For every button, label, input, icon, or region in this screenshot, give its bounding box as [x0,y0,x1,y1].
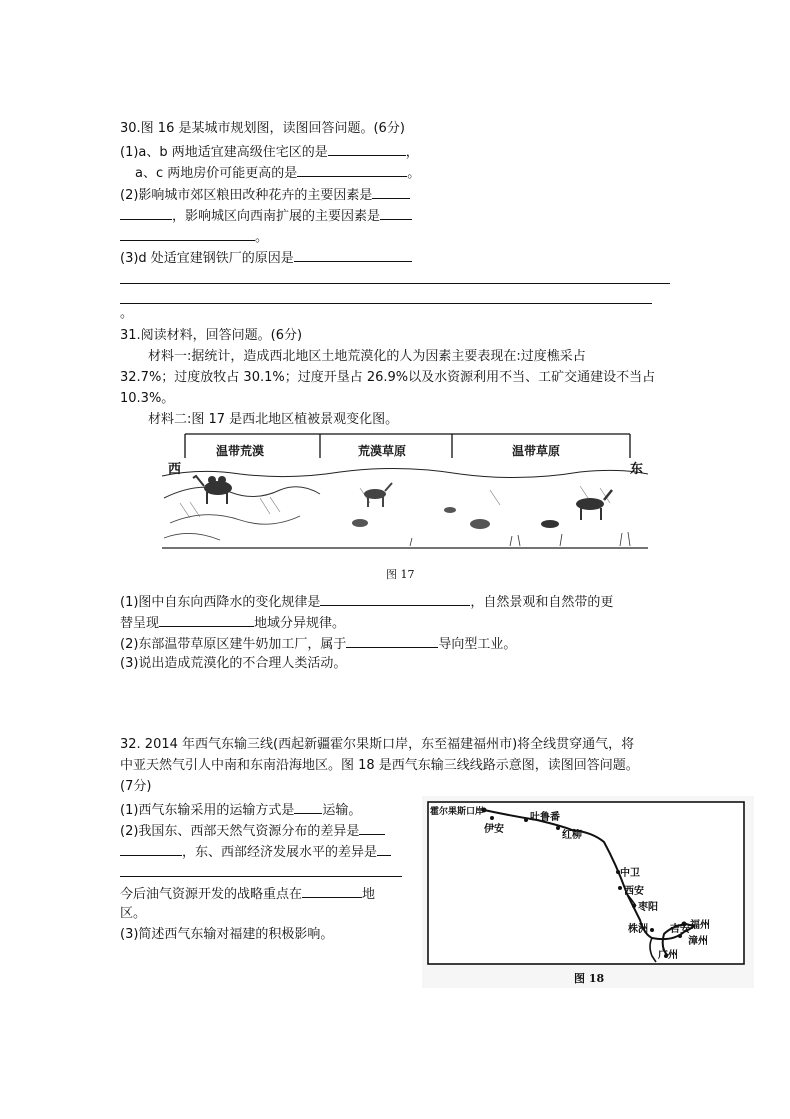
q30-prompt-3: (3)d 处适宜建钢铁厂的原因是 [120,251,294,266]
place-label: 伊安 [484,824,504,835]
place-label: 中卫 [620,868,640,879]
figure-18-caption: 图 18 [574,972,605,985]
figure-17-vegetation-landscape [160,428,650,558]
answer-blank[interactable] [359,821,385,835]
answer-blank[interactable] [294,800,322,814]
answer-blank[interactable] [120,227,255,241]
zone-label: 温带草原 [512,444,561,458]
q30-line-2b [120,206,412,226]
answer-blank[interactable] [380,206,412,220]
q31-material1-line1: 材料一:据统计，造成西北地区土地荒漠化的人为因素主要表现在:过度樵采占 [148,349,586,364]
q32-q2-line3 [120,863,402,883]
answer-blank[interactable] [346,634,438,648]
q30-line-3 [120,248,412,268]
zone-label: 温带荒漠 [216,444,265,458]
place-label: 西安 [624,886,644,897]
q30-line-2c: 。 [120,227,268,247]
q30-line-1a: (1)a、b 两地适宜建高级住宅区的是 ， [120,142,419,162]
q30-title: 30.图 16 是某城市规划图，读图回答问题。(6分) [120,121,405,136]
q30-end-mark: 。 [120,306,134,321]
answer-blank[interactable] [320,592,470,606]
q30-prompt-2a: (2)影响城市郊区粮田改种花卉的主要因素是 [120,188,373,203]
place-label: 枣阳 [638,902,658,913]
place-label: 株洲 [628,924,648,935]
place-label: 红柳 [562,830,582,841]
q31-q3: (3)说出造成荒漠化的不合理人类活动。 [120,656,347,671]
answer-blank[interactable] [120,863,402,877]
place-label: 吐鲁番 [530,812,560,823]
q30-prompt-2b: ，影响城区向西南扩展的主要因素是 [172,209,381,224]
answer-blank[interactable] [159,613,254,627]
q32-q3: (3)简述西气东输对福建的积极影响。 [120,927,334,942]
q32-q2-line1: (2)我国东、西部天然气资源分布的差异是 [120,821,385,841]
q30-line-1b: a、c 两地房价可能更高的是 。 [135,163,420,183]
zone-label: 荒漠草原 [358,444,407,458]
q30-prompt-1b: a、c 两地房价可能更高的是 [135,166,298,181]
east-label: 东 [630,462,644,477]
q30-line-2a [120,185,410,205]
place-label: 广州 [658,950,678,961]
place-label: 霍尔果斯口岸 [430,807,485,817]
answer-blank[interactable] [294,248,412,262]
q32-intro-line1: 32. 2014 年西气东输三线(西起新疆霍尔果斯口岸，东至福建福州市)将全线贯穿通气，将 [120,737,635,752]
q31-material2: 材料二:图 17 是西北地区植被景观变化图。 [148,412,399,427]
q31-material1-line3: 10.3%。 [120,391,175,406]
place-label: 漳州 [688,936,708,947]
figure-17-caption: 图 17 [386,568,415,581]
q31-q1-line2: 替呈现 地域分异规律。 [120,613,345,633]
answer-blank[interactable] [377,842,391,856]
q31-q1-line1: (1)图中自东向西降水的变化规律是 ，自然景观和自然带的更 [120,592,613,612]
q32-intro-line2: 中亚天然气引人中南和东南沿海地区。图 18 是西气东输三线线路示意图，读图回答问题。 [120,758,639,773]
answer-blank[interactable] [120,842,182,856]
q32-q2-line4: 今后油气资源开发的战略重点在 地 [120,884,375,904]
answer-blank[interactable] [297,163,407,177]
q31-title: 31.阅读材料，回答问题。(6分) [120,328,303,343]
answer-blank[interactable] [372,185,410,199]
answer-blank[interactable] [120,206,172,220]
q31-q2: (2)东部温带草原区建牛奶加工厂，属于 导向型工业。 [120,634,516,654]
q32-q1: (1)西气东输采用的运输方式是 运输。 [120,800,361,820]
q32-intro-line3: (7分) [120,779,152,794]
q31-material1-line2: 32.7%；过度放牧占 30.1%；过度开垦占 26.9%以及水资源利用不当、工矿交通建设不当占 [120,370,656,385]
answer-rule[interactable] [120,283,670,284]
answer-blank[interactable] [328,142,406,156]
q32-q2-line2: ，东、西部经济发展水平的差异是 [120,842,391,862]
west-label: 西 [168,462,182,477]
q30-prompt-1a: (1)a、b 两地适宜建高级住宅区的是 [120,145,328,160]
answer-blank[interactable] [302,884,362,898]
place-label: 福州 [690,920,710,931]
q32-q2-line5: 区。 [120,906,147,921]
answer-rule[interactable] [120,303,652,304]
figure-18-pipeline-map [422,796,754,988]
place-label: 吉安 [670,924,690,935]
